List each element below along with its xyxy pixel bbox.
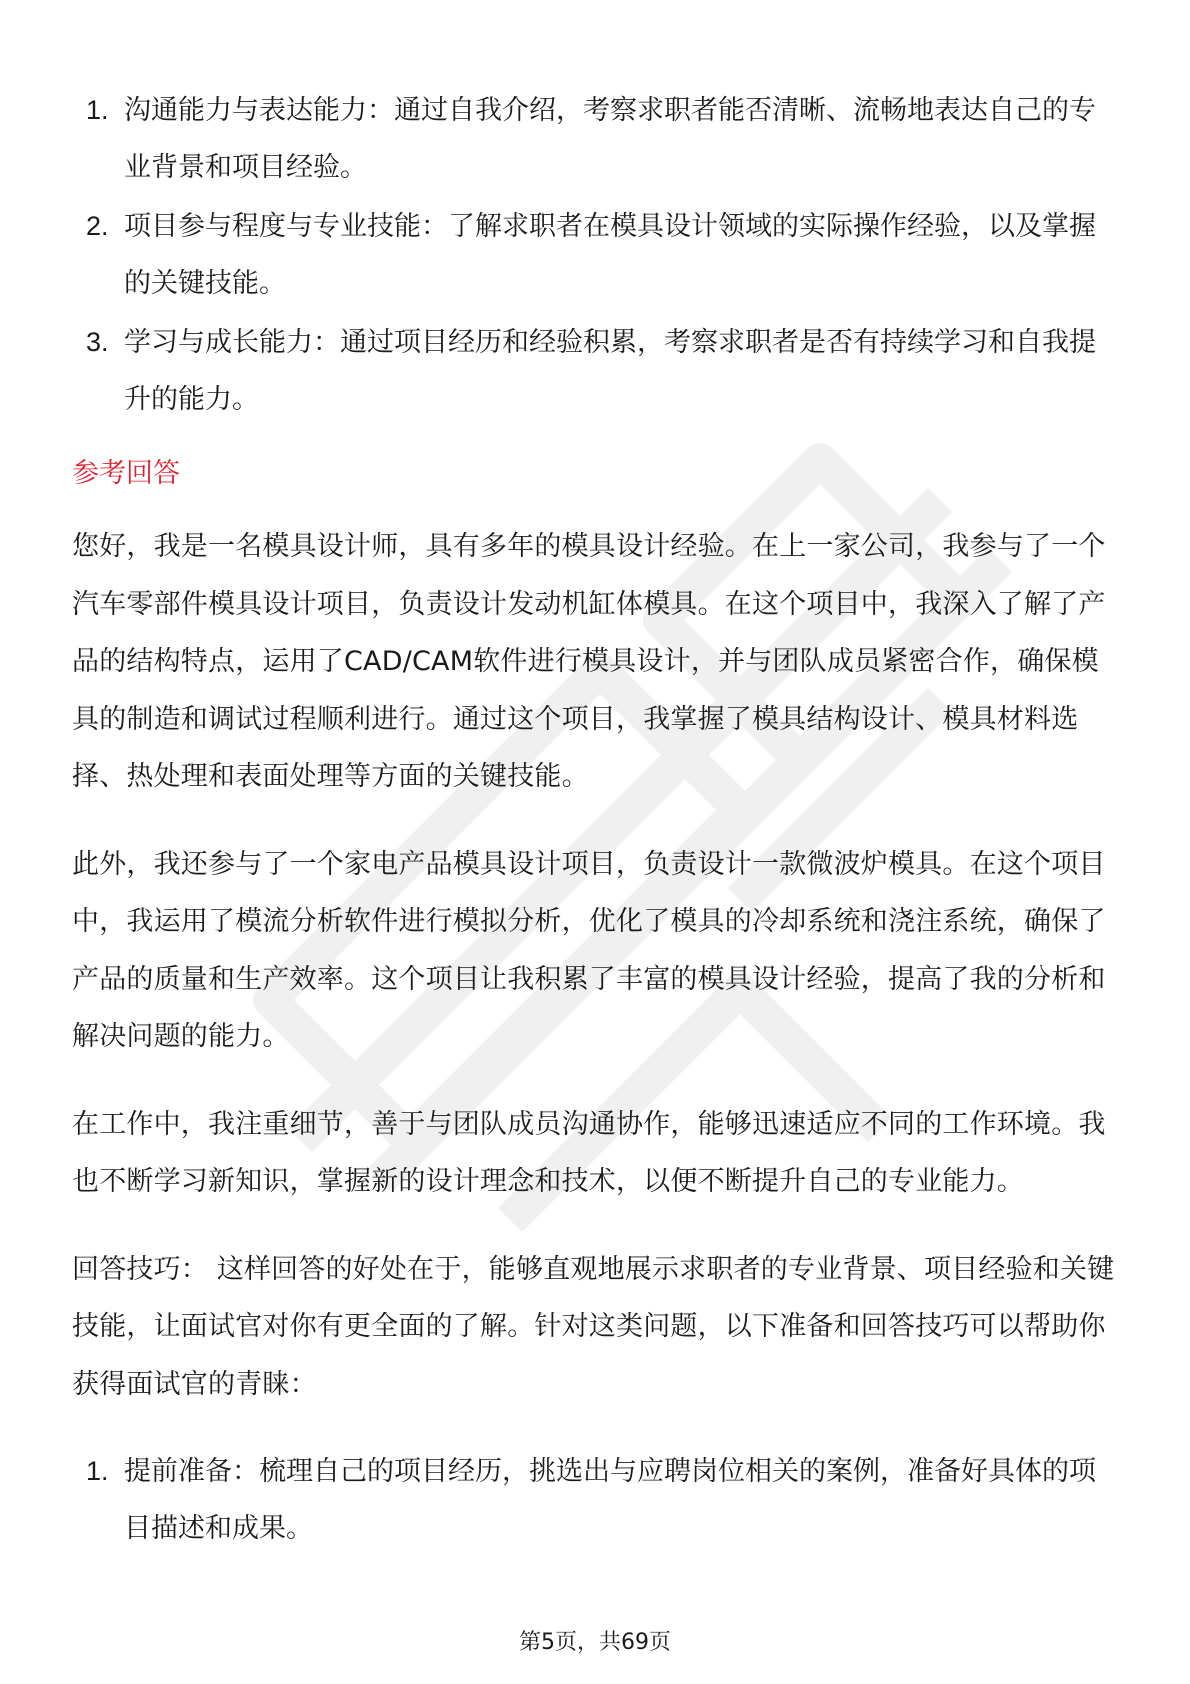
list-item-number: 1. bbox=[86, 95, 109, 125]
answer-paragraph: 此外，我还参与了一个家电产品模具设计项目，负责设计一款微波炉模具。在这个项目中，我运用了模流分析软件进行模拟分析，优化了模具的冷却系统和浇注系统，确保了产品的质量和生产效率。这个项目让我积累了丰富的模具设计经验，提高了我的分析和解决问题的能力。 bbox=[72, 848, 1106, 1052]
list-item-number: 2. bbox=[86, 211, 109, 241]
list-item-text: 项目参与程度与专业技能：了解求职者在模具设计领域的实际操作经验，以及掌握的关键技能。 bbox=[124, 211, 1096, 299]
list-item bbox=[72, 82, 1122, 196]
list-item-number: 3. bbox=[86, 327, 109, 357]
reference-answer-heading: 参考回答 bbox=[72, 458, 180, 489]
evaluation-points-list bbox=[72, 82, 1122, 428]
page-content bbox=[72, 82, 1122, 1559]
list-item-number: 1. bbox=[86, 1456, 109, 1486]
answer-paragraph: 在工作中，我注重细节，善于与团队成员沟通协作，能够迅速适应不同的工作环境。我也不断学习新知识，掌握新的设计理念和技术，以便不断提升自己的专业能力。 bbox=[72, 1108, 1106, 1197]
list-item bbox=[72, 314, 1122, 428]
list-item-text: 学习与成长能力：通过项目经历和经验积累，考察求职者是否有持续学习和自我提升的能力。 bbox=[124, 327, 1096, 415]
page-number-footer: 第5页，共69页 bbox=[519, 1630, 671, 1655]
tips-paragraph: 回答技巧： 这样回答的好处在于，能够直观地展示求职者的专业背景、项目经验和关键技能，让面试官对你有更全面的了解。针对这类问题，以下准备和回答技巧可以帮助你获得面试官的青睐： bbox=[72, 1253, 1115, 1400]
list-item-text: 提前准备：梳理自己的项目经历，挑选出与应聘岗位相关的案例，准备好具体的项目描述和成果。 bbox=[124, 1456, 1096, 1544]
list-item bbox=[72, 198, 1122, 312]
list-item-text: 沟通能力与表达能力：通过自我介绍，考察求职者能否清晰、流畅地表达自己的专业背景和项目经验。 bbox=[124, 95, 1096, 183]
list-item bbox=[72, 1443, 1122, 1557]
answer-paragraph: 您好，我是一名模具设计师，具有多年的模具设计经验。在上一家公司，我参与了一个汽车零部件模具设计项目，负责设计发动机缸体模具。在这个项目中，我深入了解了产品的结构特点，运用了CAD/CAM软件进行模具设计，并与团队成员紧密合作，确保模具的制造和调试过程顺利进行。通过这个项目，我掌握了模具结构设计、模具材料选择、热处理和表面处理等方面的关键技能。 bbox=[72, 531, 1106, 792]
tips-list bbox=[72, 1443, 1122, 1557]
